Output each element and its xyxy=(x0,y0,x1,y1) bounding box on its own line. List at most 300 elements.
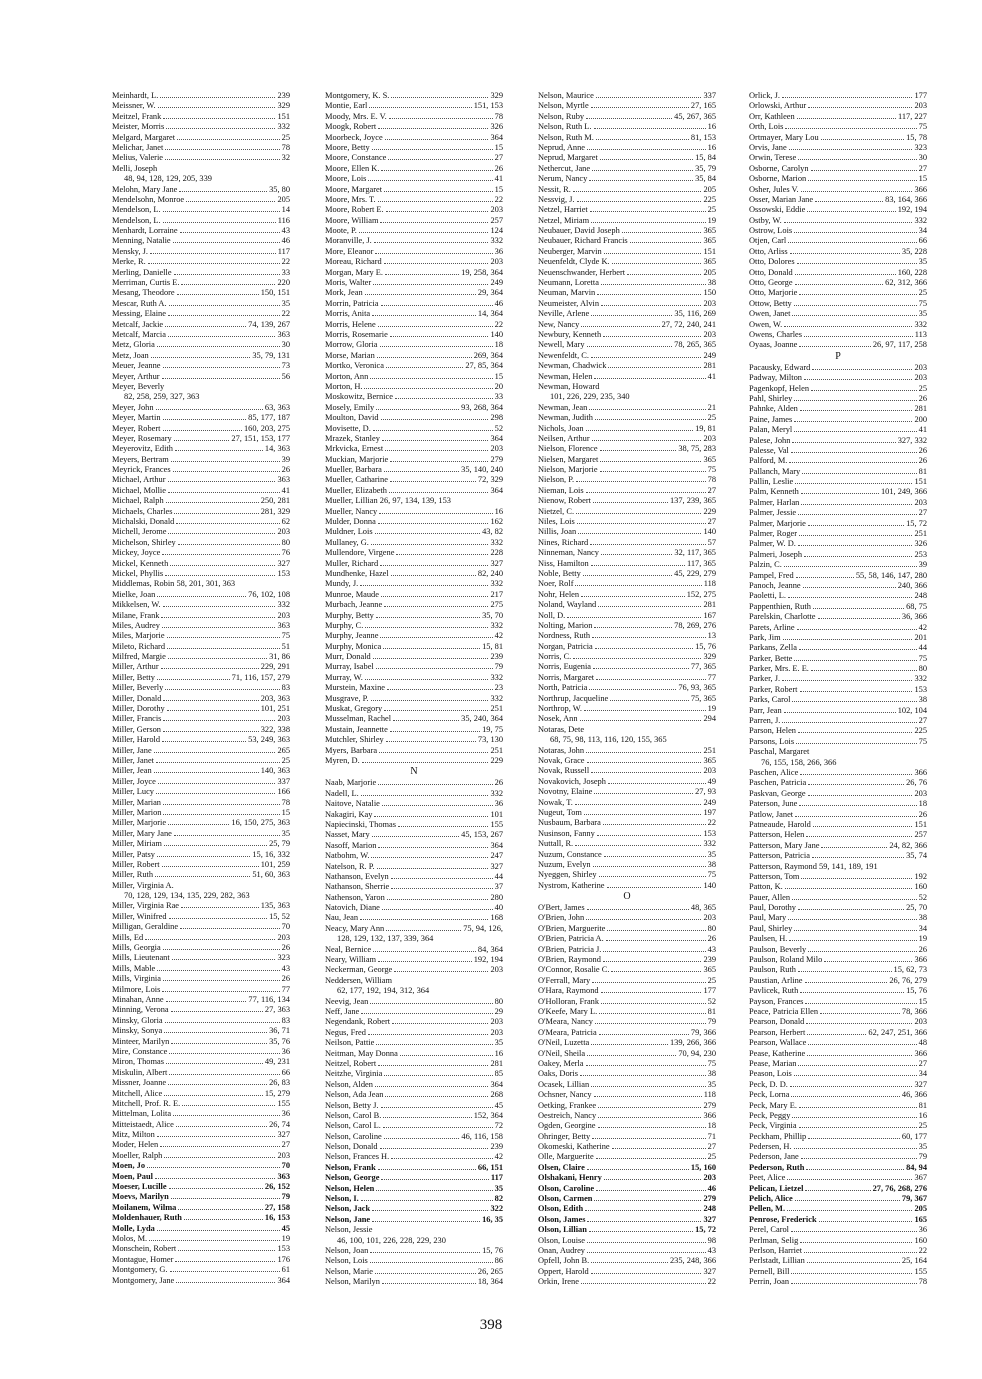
index-entry xyxy=(325,475,503,485)
dot-leader xyxy=(171,1198,280,1199)
entry-name: Nelson, I. xyxy=(325,1194,359,1204)
index-entry xyxy=(749,519,927,529)
dot-leader xyxy=(598,1127,706,1128)
entry-name: Mills, Lieutenant xyxy=(112,953,170,963)
dot-leader xyxy=(812,857,904,858)
index-entry xyxy=(538,1038,716,1048)
index-entry xyxy=(325,1059,503,1069)
entry-name: Peck, Mary E. xyxy=(749,1100,797,1110)
index-entry xyxy=(749,862,927,872)
index-entry xyxy=(538,903,716,913)
index-entry xyxy=(538,934,716,944)
entry-name: Nessvig, J. xyxy=(538,194,575,204)
entry-pages: 78 xyxy=(281,142,290,152)
dot-leader xyxy=(158,107,276,108)
entry-name: Nathanson, Evelyn xyxy=(325,871,389,881)
dot-leader xyxy=(591,1044,668,1045)
index-entry xyxy=(325,830,503,840)
index-entry xyxy=(538,1246,716,1256)
dot-leader xyxy=(166,128,275,129)
index-entry xyxy=(538,424,716,434)
index-entry xyxy=(325,1173,503,1183)
dot-leader xyxy=(373,284,488,285)
entry-pages: 38 xyxy=(918,695,927,705)
entry-name: Myers, Barbara xyxy=(325,745,378,755)
entry-pages: 30 xyxy=(918,153,927,163)
entry-name: Nyeggen, Shirley xyxy=(538,870,597,880)
dot-leader xyxy=(157,679,230,680)
index-entry xyxy=(112,1192,290,1202)
index-entry xyxy=(325,810,503,820)
entry-name: Natelson, R. P. xyxy=(325,861,375,871)
dot-leader xyxy=(389,492,488,493)
entry-pages: 37 xyxy=(494,882,503,892)
entry-pages: 35 xyxy=(494,1038,503,1048)
entry-pages: 15 xyxy=(281,807,290,817)
entry-name: Menning, Natalie xyxy=(112,236,171,246)
entry-pages: 13 xyxy=(707,631,716,641)
index-entry xyxy=(749,1132,927,1142)
entry-pages: 332 xyxy=(703,839,716,849)
dot-leader xyxy=(391,1158,492,1159)
entry-name: Metz, Joan xyxy=(112,350,149,360)
entry-name: Neitzhe, Virginia xyxy=(325,1069,383,1079)
index-entry xyxy=(749,664,927,674)
dot-leader xyxy=(604,253,702,254)
entry-pages: 16 xyxy=(494,1048,503,1058)
index-entry xyxy=(749,560,927,570)
index-entry xyxy=(749,571,927,581)
entry-pages: 35, 70 xyxy=(482,610,503,620)
entry-name: Nelson, Caroline xyxy=(325,1131,382,1141)
index-entry xyxy=(749,477,927,487)
entry-name: Musselman, Rachel xyxy=(325,714,392,724)
dot-leader xyxy=(803,587,896,588)
index-entry xyxy=(749,997,927,1007)
entry-name: Noland, Wayland xyxy=(538,600,597,610)
entry-name: Moranville, J. xyxy=(325,236,372,246)
entry-pages: 26 xyxy=(707,934,716,944)
entry-name: Mueller, Nancy xyxy=(325,506,378,516)
entry-pages: 79 xyxy=(494,662,503,672)
entry-pages: 36 xyxy=(494,246,503,256)
entry-name: Orlick, J. xyxy=(749,91,780,100)
index-entry xyxy=(112,1203,290,1213)
index-entry-continuation: 46, 100, 101, 226, 228, 229, 230 xyxy=(337,1235,446,1245)
entry-pages: 15 xyxy=(494,142,503,152)
entry-pages: 364 xyxy=(490,840,503,850)
entry-pages: 27 xyxy=(918,716,927,726)
entry-pages: 364 xyxy=(277,1275,290,1285)
entry-pages: 203 xyxy=(914,788,927,798)
entry-name: Melli, Joseph xyxy=(112,163,158,173)
index-entry xyxy=(325,1277,503,1287)
index-entry xyxy=(325,683,503,693)
entry-name: Neubauer, David Joseph xyxy=(538,226,620,236)
entry-pages: 72 xyxy=(494,1121,503,1131)
index-entry xyxy=(112,974,290,984)
index-entry xyxy=(538,1132,716,1142)
entry-name: Muller, Richard xyxy=(325,558,379,568)
dot-leader xyxy=(160,97,275,98)
index-entry xyxy=(538,997,716,1007)
entry-pages: 75 xyxy=(281,631,290,641)
entry-name: Nillis, Joan xyxy=(538,527,577,537)
entry-pages: 38 xyxy=(707,278,716,288)
dot-leader xyxy=(788,242,916,243)
index-entry xyxy=(112,424,290,434)
index-entry xyxy=(538,153,716,163)
dot-leader xyxy=(380,637,492,638)
index-entry xyxy=(112,714,290,724)
index-entry xyxy=(749,1142,927,1152)
index-entry xyxy=(112,1037,290,1047)
entry-pages: 327 xyxy=(277,558,290,568)
index-entry xyxy=(112,122,290,132)
entry-name: Meyers, Bertram xyxy=(112,454,169,464)
entry-pages: 329 xyxy=(703,652,716,662)
index-entry xyxy=(325,195,503,205)
index-entry xyxy=(749,216,927,226)
entry-pages: 14, 363 xyxy=(264,444,290,454)
index-entry xyxy=(749,1204,927,1214)
entry-pages: 39 xyxy=(281,454,290,464)
entry-pages: 203 xyxy=(490,205,503,215)
entry-name: Palmeri, Joseph xyxy=(749,549,803,559)
entry-name: Neitzel, Robert xyxy=(325,1058,377,1068)
entry-pages: 203 xyxy=(914,497,927,507)
entry-name: Paul, Shirley xyxy=(749,923,793,933)
dot-leader xyxy=(795,483,912,484)
entry-pages: 225 xyxy=(703,194,716,204)
index-entry xyxy=(325,1028,503,1038)
entry-pages: 117 xyxy=(490,1173,503,1183)
entry-name: Pelican, Lietzel xyxy=(749,1183,804,1193)
entry-pages: 15, 279 xyxy=(264,1088,290,1098)
dot-leader xyxy=(595,1023,706,1024)
entry-name: Negus, Fred xyxy=(325,1027,366,1037)
index-entry xyxy=(749,498,927,508)
entry-pages: 364 xyxy=(490,132,503,142)
entry-name: Miller, Harold xyxy=(112,735,161,745)
entry-pages: 177 xyxy=(914,91,927,100)
dot-leader xyxy=(167,710,259,711)
entry-name: Peck, Lorna xyxy=(749,1090,790,1100)
index-entry xyxy=(112,434,290,444)
dot-leader xyxy=(808,795,913,796)
entry-pages: 251 xyxy=(490,745,503,755)
entry-pages: 153 xyxy=(703,828,716,838)
dot-leader xyxy=(162,866,259,867)
entry-name: Paschen, Patricia xyxy=(749,778,807,788)
entry-name: Mrazek, Stanley xyxy=(325,433,380,443)
entry-name: Newman, Chadwick xyxy=(538,361,607,371)
entry-name: Noble, Betty xyxy=(538,568,581,578)
index-entry xyxy=(112,143,290,153)
index-entry xyxy=(538,683,716,693)
entry-name: Netzel, Miriam xyxy=(538,215,590,225)
index-entry xyxy=(749,778,927,788)
entry-name: Mueller, Elizabeth xyxy=(325,485,387,495)
index-entry xyxy=(538,756,716,766)
dot-leader xyxy=(390,461,488,462)
entry-name: Novak, Grace xyxy=(538,756,585,765)
entry-name: Michalski, Donald xyxy=(112,517,175,527)
entry-name: Mesang, Theodore xyxy=(112,288,175,298)
entry-name: Parks, Carol xyxy=(749,695,791,705)
entry-name: Nelson, Joan xyxy=(325,1245,369,1255)
index-entry xyxy=(112,1026,290,1036)
entry-pages: 140 xyxy=(490,329,503,339)
dot-leader xyxy=(370,1003,492,1004)
index-entry xyxy=(112,309,290,319)
entry-pages: 15 xyxy=(494,184,503,194)
entry-name: O'Ferrall, Mary xyxy=(538,975,591,985)
index-entry xyxy=(749,508,927,518)
dot-leader xyxy=(171,1011,263,1012)
entry-name: Perlson, Harriet xyxy=(749,1245,803,1255)
index-entry xyxy=(112,1244,290,1254)
dot-leader xyxy=(385,1096,488,1097)
entry-pages: 34 xyxy=(918,1069,927,1079)
dot-leader xyxy=(811,390,917,391)
index-entry xyxy=(112,361,290,371)
dot-leader xyxy=(400,1055,493,1056)
entry-pages: 72, 329 xyxy=(477,475,503,485)
entry-name: Ostby, W. xyxy=(749,215,782,225)
dot-leader xyxy=(601,1003,706,1004)
dot-leader xyxy=(151,357,251,358)
entry-name: Michael, Mollie xyxy=(112,485,166,495)
index-entry xyxy=(325,631,503,641)
dot-leader xyxy=(177,294,259,295)
index-entry xyxy=(538,475,716,485)
entry-pages: 151 xyxy=(277,111,290,121)
dot-leader xyxy=(157,856,250,857)
index-entry xyxy=(749,257,927,267)
entry-pages: 205 xyxy=(703,267,716,277)
dot-leader xyxy=(380,1148,489,1149)
entry-name: Moore, Lois xyxy=(325,174,367,184)
entry-pages: 27 xyxy=(918,163,927,173)
index-entry xyxy=(538,278,716,288)
index-entry xyxy=(538,1256,716,1266)
dot-leader xyxy=(381,1107,493,1108)
entry-pages: 365 xyxy=(703,236,716,246)
index-entry xyxy=(749,487,927,497)
entry-pages: 203 xyxy=(703,913,716,923)
dot-leader xyxy=(601,992,702,993)
entry-name: Pearson, Herbert xyxy=(749,1027,806,1037)
entry-pages: 27 xyxy=(281,1140,290,1150)
dot-leader xyxy=(381,1179,488,1180)
dot-leader xyxy=(608,367,701,368)
index-entry xyxy=(325,424,503,434)
entry-name: Murbach, Jeanne xyxy=(325,600,383,610)
dot-leader xyxy=(163,814,279,815)
dot-leader xyxy=(586,492,706,493)
index-entry xyxy=(325,112,503,122)
index-entry xyxy=(112,101,290,111)
entry-pages: 82 xyxy=(494,1194,503,1204)
entry-name: Meinhardt, L. xyxy=(112,91,159,100)
entry-name: Nielson, Florence xyxy=(538,444,598,454)
entry-pages: 16 xyxy=(707,122,716,132)
entry-pages: 27 xyxy=(707,485,716,495)
index-entry xyxy=(112,808,290,818)
dot-leader xyxy=(800,774,912,775)
entry-name: Olson, Edith xyxy=(538,1204,584,1214)
index-entry xyxy=(325,1069,503,1079)
index-entry xyxy=(749,893,927,903)
dot-leader xyxy=(593,668,689,669)
entry-pages: 15, 81 xyxy=(482,641,503,651)
index-entry xyxy=(325,278,503,288)
index-entry xyxy=(325,309,503,319)
entry-name: Mendelson, L. xyxy=(112,215,161,225)
entry-name: O'Neil, Luzetta xyxy=(538,1038,590,1048)
dot-leader xyxy=(808,951,916,952)
entry-name: Miller, Marjorie xyxy=(112,818,167,828)
dot-leader xyxy=(799,649,917,650)
entry-name: Peet, Alice xyxy=(749,1173,786,1183)
index-entry xyxy=(325,893,503,903)
entry-name: Olson, Caroline xyxy=(538,1183,595,1193)
entry-pages: 26, 97, 117, 258 xyxy=(872,340,927,350)
entry-pages: 15, 72 xyxy=(695,1225,716,1235)
index-entry xyxy=(325,372,503,382)
dot-leader xyxy=(372,315,476,316)
entry-name: Orth, Lois xyxy=(749,122,784,132)
entry-pages: 29 xyxy=(494,1006,503,1016)
index-entry xyxy=(749,955,927,965)
entry-name: Meyer, Rosemary xyxy=(112,433,172,443)
dot-leader xyxy=(585,1210,701,1211)
entry-name: Patterson, Raymond 59, 141, 189, 191 xyxy=(749,861,878,871)
entry-pages: 25 xyxy=(707,1152,716,1162)
entry-pages: 118 xyxy=(703,1090,716,1100)
entry-pages: 71 xyxy=(707,1131,716,1141)
dot-leader xyxy=(163,211,280,212)
entry-name: Nasset, Mary xyxy=(325,830,370,840)
index-entry xyxy=(538,205,716,215)
entry-name: Owens, Charles xyxy=(749,329,803,339)
index-entry xyxy=(749,320,927,330)
entry-name: Moreau, Richard xyxy=(325,257,382,267)
entry-name: Orwin, Terese xyxy=(749,153,797,163)
entry-pages: 124 xyxy=(490,226,503,236)
dot-leader xyxy=(386,930,461,931)
entry-name: Minning, Verona xyxy=(112,1005,169,1015)
entry-pages: 205 xyxy=(277,194,290,204)
dot-leader xyxy=(591,565,685,566)
entry-name: Nolting, Marion xyxy=(538,620,593,630)
index-entry xyxy=(325,590,503,600)
index-entry xyxy=(538,1163,716,1173)
entry-name: Meuer, Jeanne xyxy=(112,361,161,371)
dot-leader xyxy=(807,1055,912,1056)
dot-leader xyxy=(181,284,275,285)
entry-pages: 16 xyxy=(707,142,716,152)
dot-leader xyxy=(589,1231,693,1232)
dot-leader xyxy=(792,315,916,316)
entry-pages: 35, 74 xyxy=(906,851,927,861)
entry-name: Merriman, Curtis E. xyxy=(112,278,180,288)
dot-leader xyxy=(797,263,917,264)
entry-pages: 62, 312, 366 xyxy=(885,278,927,288)
index-entry xyxy=(538,1215,716,1225)
dot-leader xyxy=(794,431,916,432)
index-entry xyxy=(538,1028,716,1038)
entry-name: Osborne, Carolyn xyxy=(749,163,809,173)
index-entry xyxy=(112,1255,290,1265)
entry-pages: 77 xyxy=(281,984,290,994)
entry-name: Perrin, Joan xyxy=(749,1277,790,1287)
dot-leader xyxy=(165,1022,280,1023)
entry-name: Miller, Virginia A. xyxy=(112,880,174,890)
dot-leader xyxy=(576,481,706,482)
dot-leader xyxy=(385,139,489,140)
index-entry xyxy=(325,1101,503,1111)
dot-leader xyxy=(375,1086,489,1087)
entry-name: Nieman, Lois xyxy=(538,485,584,495)
index-column-1 xyxy=(112,91,290,1286)
index-entry xyxy=(325,185,503,195)
entry-name: Moore, Betty xyxy=(325,142,370,152)
entry-name: O'Connor, Rosalie C. xyxy=(538,965,610,975)
index-entry xyxy=(325,413,503,423)
entry-name: Pacausky, Edward xyxy=(749,362,811,372)
dot-leader xyxy=(595,648,693,649)
entry-pages: 281 xyxy=(914,404,927,414)
index-entry xyxy=(538,955,716,965)
dot-leader xyxy=(391,878,493,879)
entry-pages: 281 xyxy=(490,1058,503,1068)
index-entry xyxy=(112,1130,290,1140)
entry-name: Paulson, Roland Milo xyxy=(749,955,823,965)
entry-pages: 41 xyxy=(918,425,927,435)
entry-name: Nordness, Ruth xyxy=(538,631,591,641)
index-entry xyxy=(538,621,716,631)
entry-name: Neuberger, Marvin xyxy=(538,246,602,256)
entry-pages: 332 xyxy=(490,672,503,682)
entry-name: Middlemas, Robin 58, 201, 301, 363 xyxy=(112,579,236,589)
entry-name: Mileto, Richard xyxy=(112,641,166,651)
entry-pages: 162 xyxy=(490,517,503,527)
index-entry xyxy=(749,394,927,404)
entry-pages: 46 xyxy=(707,1183,716,1193)
index-entry xyxy=(749,415,927,425)
dot-leader xyxy=(391,888,492,889)
dot-leader xyxy=(392,1023,488,1024)
index-entry xyxy=(749,1007,927,1017)
entry-name: Palesse, Val xyxy=(749,445,789,455)
entry-pages: 25, 70 xyxy=(906,903,927,913)
dot-leader xyxy=(378,1065,488,1066)
index-entry xyxy=(538,174,716,184)
entry-pages: 38 xyxy=(707,859,716,869)
dot-leader xyxy=(800,410,913,411)
entry-pages: 27, 165 xyxy=(690,101,716,111)
dot-leader xyxy=(784,712,896,713)
entry-name: Meyerovitz, Edith xyxy=(112,444,173,454)
dot-leader xyxy=(170,565,275,566)
index-entry xyxy=(112,382,290,392)
entry-name: Nelson, Marie xyxy=(325,1266,373,1276)
dot-leader xyxy=(806,1169,904,1170)
index-entry xyxy=(112,195,290,205)
index-entry xyxy=(749,174,927,184)
